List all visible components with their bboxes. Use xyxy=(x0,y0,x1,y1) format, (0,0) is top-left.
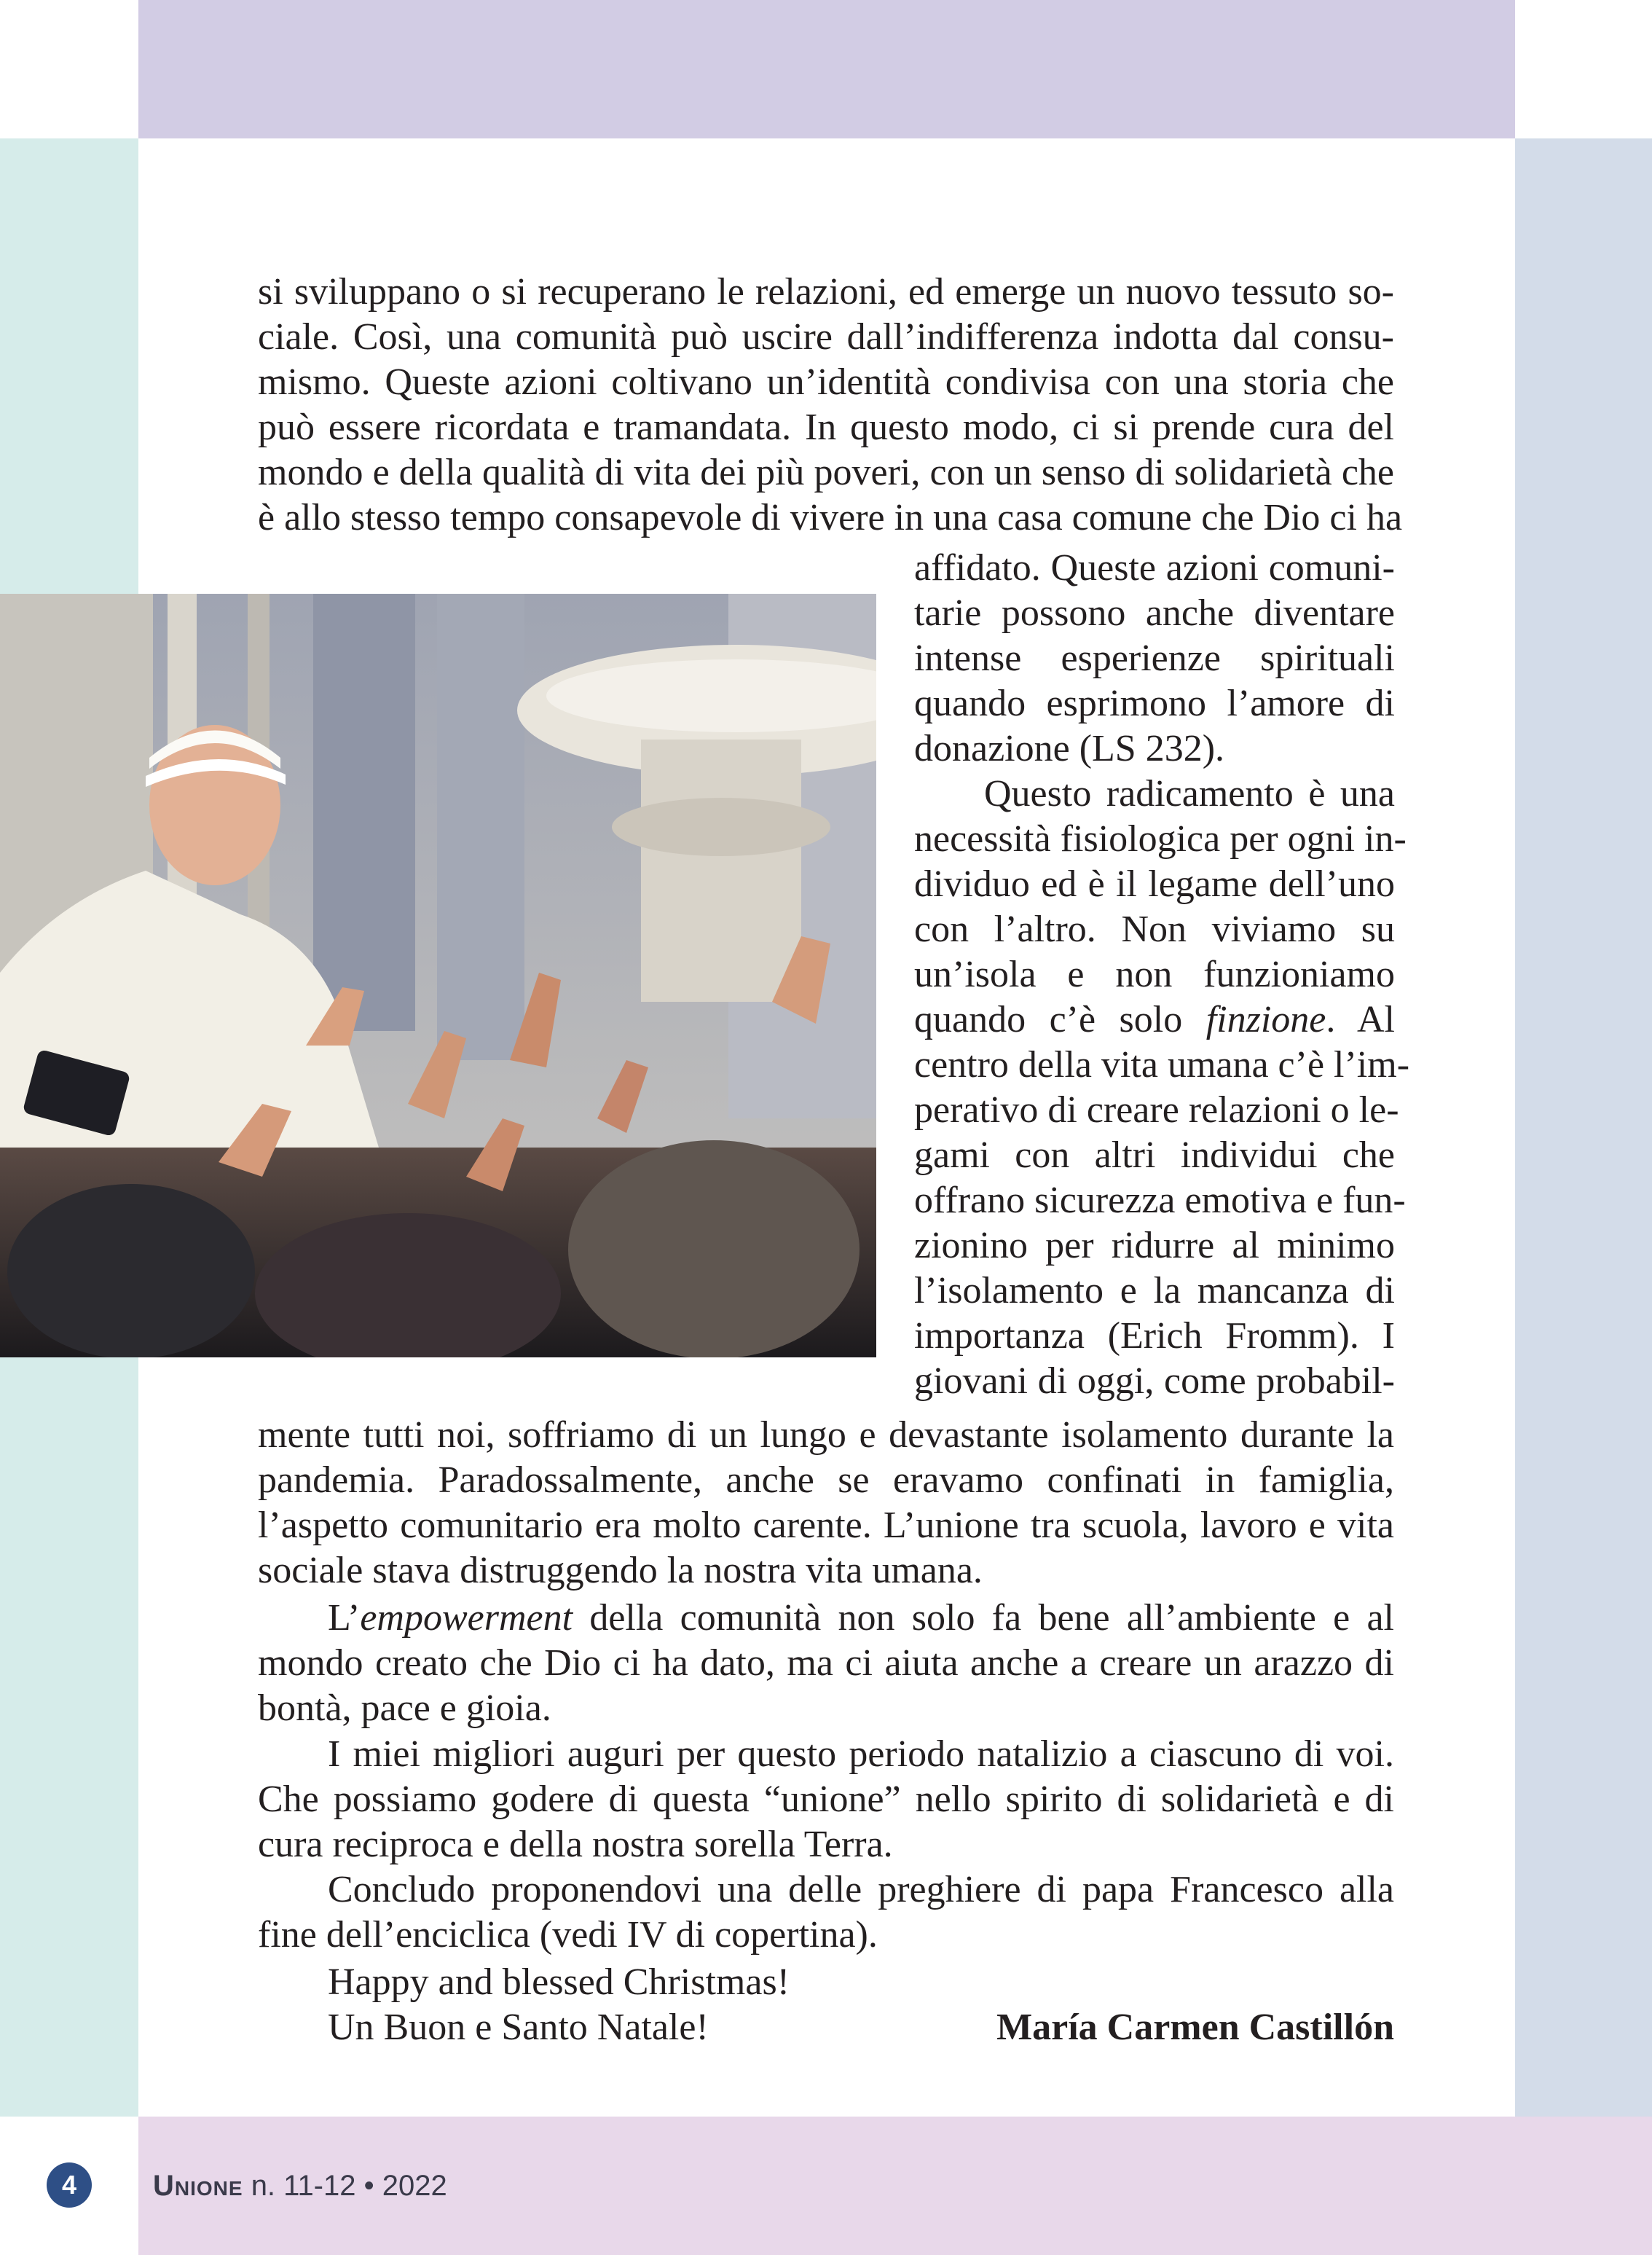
article-paragraph-1-continued xyxy=(914,546,1395,772)
text-line-italic xyxy=(914,997,1395,1043)
text-line: con l’altro. Non viviamo su xyxy=(914,909,1395,950)
text-line: donazione (LS 232). xyxy=(914,728,1225,769)
photo-pope-greeting-crowd xyxy=(0,594,876,1357)
page-number-badge: 4 xyxy=(47,2162,92,2208)
greeting-english xyxy=(258,1960,1394,2005)
magazine-name: Unione xyxy=(153,2170,243,2202)
text-line: mondo e della qualità di vita dei più poveri, con un senso di solidarietà che xyxy=(258,452,1394,493)
text-line: sociale stava distruggendo la nostra vita umana. xyxy=(258,1550,983,1591)
article-paragraph-5 xyxy=(258,1867,1394,1958)
article-paragraph-1 xyxy=(258,270,1403,541)
text-run: quando c’è solo xyxy=(914,999,1206,1040)
text-line: Concludo proponendovi una delle preghiere di papa Francesco alla xyxy=(328,1869,1394,1910)
signature-row xyxy=(258,2005,1394,2050)
text-line: Che possiamo godere di questa “unione” nello spirito di solidarietà e di xyxy=(258,1778,1394,1820)
issue-number: n. 11-12 • 2022 xyxy=(251,2170,447,2202)
text-line: centro della vita umana c’è l’im- xyxy=(914,1044,1410,1086)
text-line: mente tutti noi, soffriamo di un lungo e devastante isolamento durante la xyxy=(258,1414,1394,1456)
italic-word: empowerment xyxy=(360,1597,573,1639)
text-line: bontà, pace e gioia. xyxy=(258,1687,551,1729)
text-line: può essere ricordata e tramandata. In questo modo, ci si prende cura del xyxy=(258,407,1394,448)
article-paragraph-3 xyxy=(258,1596,1394,1731)
text-line: offrano sicurezza emotiva e fun- xyxy=(914,1180,1406,1221)
text-line: tarie possono anche diventare xyxy=(914,592,1395,634)
text-line: Happy and blessed Christmas! xyxy=(328,1961,790,2003)
footer-issue-info xyxy=(153,2165,447,2206)
text-line: l’aspetto comunitario era molto carente. L’unione tra scuola, lavoro e vita xyxy=(258,1505,1394,1546)
text-line: è allo stesso tempo consapevole di vivere in una casa comune che Dio ci ha xyxy=(258,497,1403,538)
text-line: importanza (Erich Fromm). I xyxy=(914,1315,1395,1357)
text-line: l’isolamento e la mancanza di xyxy=(914,1270,1395,1311)
author-signature: María Carmen Castillón xyxy=(996,2007,1394,2048)
text-line: perativo di creare relazioni o le- xyxy=(914,1089,1399,1131)
right-color-band xyxy=(1515,138,1652,2117)
text-line-italic xyxy=(258,1596,1394,1641)
text-line: mondo creato che Dio ci ha dato, ma ci aiuta anche a creare un arazzo di xyxy=(258,1642,1394,1684)
text-line: necessità fisiologica per ogni in- xyxy=(914,818,1407,860)
text-line: quando esprimono l’amore di xyxy=(914,683,1395,724)
text-line: I miei migliori auguri per questo periodo natalizio a ciascuno di voi. xyxy=(328,1733,1394,1775)
text-run: L’ xyxy=(328,1597,361,1639)
article-paragraph-2-continued xyxy=(258,1413,1394,1593)
text-line: un’isola e non funzioniamo xyxy=(914,954,1395,995)
text-run: . Al xyxy=(1326,999,1395,1040)
text-run: della comunità non solo fa bene all’ambiente e al xyxy=(573,1597,1394,1639)
text-line: fine dell’enciclica (vedi IV di copertina). xyxy=(258,1914,878,1956)
text-line: zionino per ridurre al minimo xyxy=(914,1225,1395,1266)
text-line: intense esperienze spirituali xyxy=(914,638,1395,679)
text-line: affidato. Queste azioni comuni- xyxy=(914,547,1395,589)
text-line: pandemia. Paradossalmente, anche se eravamo confinati in famiglia, xyxy=(258,1459,1394,1501)
top-color-band xyxy=(138,0,1515,138)
text-line: si sviluppano o si recuperano le relazioni, ed emerge un nuovo tessuto so- xyxy=(258,271,1394,313)
text-line: gami con altri individui che xyxy=(914,1134,1395,1176)
article-paragraph-4 xyxy=(258,1732,1394,1867)
text-line: ciale. Così, una comunità può uscire dall’indifferenza indotta dal consu- xyxy=(258,316,1394,358)
article-paragraph-2 xyxy=(914,772,1410,1404)
photo-illustration xyxy=(0,594,876,1357)
greeting-italian: Un Buon e Santo Natale! xyxy=(328,2007,709,2048)
text-line: mismo. Queste azioni coltivano un’identità condivisa con una storia che xyxy=(258,361,1394,403)
italic-word: finzione xyxy=(1205,999,1326,1040)
text-line: giovani di oggi, come probabil- xyxy=(914,1360,1395,1402)
text-line: Questo radicamento è una xyxy=(984,773,1395,815)
text-line: cura reciproca e della nostra sorella Terra. xyxy=(258,1824,893,1865)
text-line: dividuo ed è il legame dell’uno xyxy=(914,863,1395,905)
